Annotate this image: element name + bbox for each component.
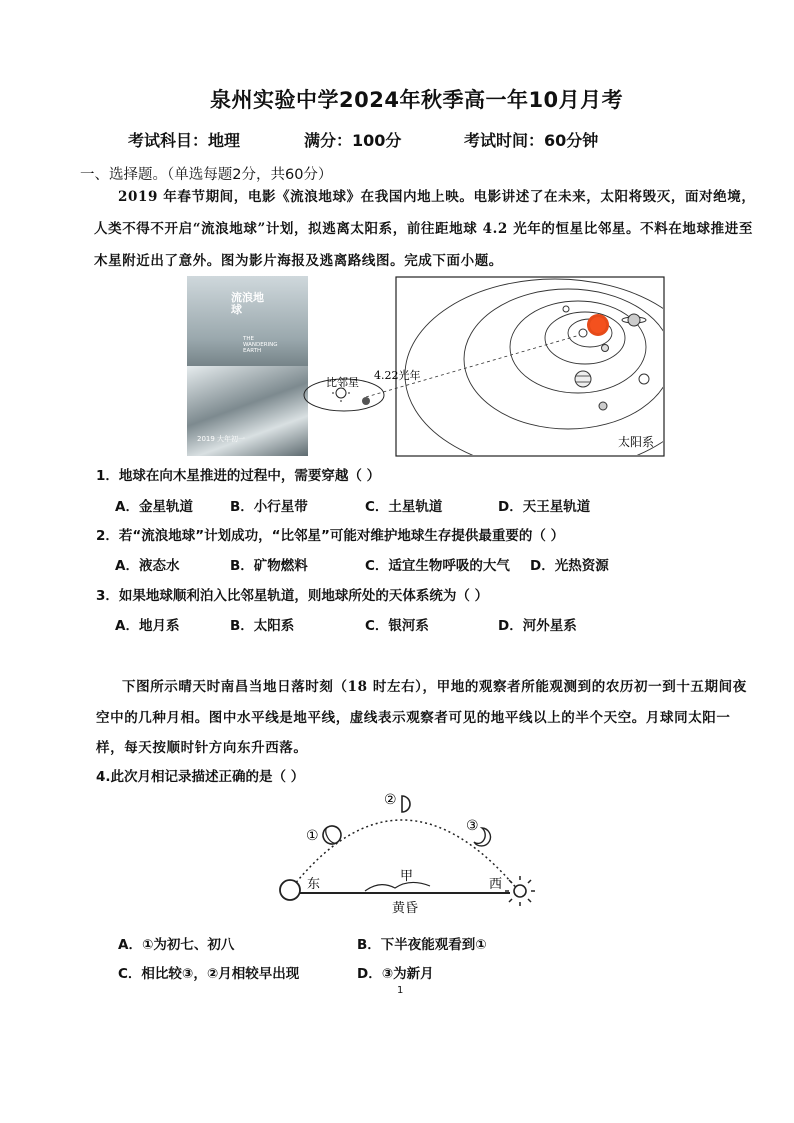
q1-option-d[interactable]: D．天王星轨道 [498,499,591,515]
setting-sun-icon [514,885,526,897]
q4-option-b[interactable]: B．下半夜能观看到① [357,937,487,953]
passage2-line1: 下图所示晴天时南昌当地日落时刻（18 时左右），甲地的观察者所能观测到的农历初一到十五期间夜 [122,679,747,695]
planet-jupiter-icon [575,371,591,387]
moon-1-icon [320,823,345,848]
exam-time: 考试时间：60分钟 [464,131,599,150]
moon-1-label: ① [306,828,319,844]
exam-score: 满分：100分 [304,131,402,150]
q2-option-b[interactable]: B．矿物燃料 [230,558,308,574]
q4-option-c[interactable]: C．相比较③，②月相较早出现 [118,966,300,982]
q3-option-b[interactable]: B．太阳系 [230,618,295,634]
page-title: 泉州实验中学2024年秋季高一年10月月考 [210,88,624,112]
proxima-star-icon [336,388,346,398]
observer-label: 甲 [400,869,414,884]
q1-option-c[interactable]: C．土星轨道 [365,499,443,515]
section-heading: 一、选择题。（单选每题2分，共60分） [80,167,333,183]
planet-mars-icon [602,345,609,352]
east-label: 东 [307,877,321,892]
poster-title: 流浪地球 [231,291,264,316]
q1-option-a[interactable]: A．金星轨道 [115,499,193,515]
planet-earth-icon [579,329,587,337]
earth-at-proxima-icon [362,397,370,405]
poster-subtitle: THE WANDERING EARTH [243,336,278,354]
distance-label: 4.22光年 [374,369,421,382]
q3-option-c[interactable]: C．银河系 [365,618,429,634]
moon-2-icon [402,796,410,812]
passage2-line3: 样，每天按顺时针方向东升西落。 [96,740,308,756]
observer-terrain [365,882,430,891]
planet-small-icon [563,306,569,312]
solar-system-label: 太阳系 [618,435,655,449]
q1-stem: 1．地球在向木星推进的过程中，需要穿越（ ） [96,468,381,484]
planet-neptune-icon [599,402,607,410]
moon-phase-diagram [270,780,550,920]
planet-uranus-icon [639,374,649,384]
dusk-label: 黄昏 [392,901,419,916]
q1-option-b[interactable]: B．小行星带 [230,499,308,515]
passage1-line1: 2019 年春节期间，电影《流浪地球》在我国内地上映。电影讲述了在未来，太阳将毁灭，面对绝境， [118,189,756,205]
passage1-line2: 人类不得不开启“流浪地球”计划，拟逃离太阳系，前往距地球 4.2 光年的恒星比邻星。不料在地球推进至 [94,221,753,237]
q3-option-d[interactable]: D．河外星系 [498,618,577,634]
passage2-line2: 空中的几种月相。图中水平线是地平线，虚线表示观察者可见的地平线以上的半个天空。月球同太阳一 [96,710,731,726]
q4-option-d[interactable]: D．③为新月 [357,966,434,982]
q3-option-a[interactable]: A．地月系 [115,618,180,634]
orbit-2 [545,312,625,364]
q2-option-a[interactable]: A．液态水 [115,558,180,574]
solar-system-frame [396,277,664,456]
q3-stem: 3．如果地球顺利泊入比邻星轨道，则地球所处的天体系统为（ ） [96,588,489,604]
moon-3-label: ③ [466,818,479,834]
proxima-label: 比邻星 [326,376,359,389]
q2-stem: 2．若“流浪地球”计划成功，“比邻星”可能对维护地球生存提供最重要的（ ） [96,528,565,544]
poster-footer: 2019 大年初一 [197,435,246,443]
q4-stem: 4.此次月相记录描述正确的是（ ） [96,769,305,785]
q2-option-d[interactable]: D．光热资源 [530,558,609,574]
east-moon-icon [280,880,300,900]
sun-core [590,317,606,333]
q2-option-c[interactable]: C．适宜生物呼吸的大气 [365,558,510,574]
escape-route-diagram [300,275,670,460]
orbit-5 [405,279,670,460]
passage1-line3: 木星附近出了意外。图为影片海报及逃离路线图。完成下面小题。 [94,253,503,269]
planet-saturn-icon [628,314,640,326]
moon-2-label: ② [384,792,397,808]
movie-poster [187,276,308,456]
q4-option-a[interactable]: A．①为初七、初八 [118,937,235,953]
page-number: 1 [397,985,404,996]
exam-subject: 考试科目：地理 [128,131,241,150]
west-label: 西 [489,877,503,892]
